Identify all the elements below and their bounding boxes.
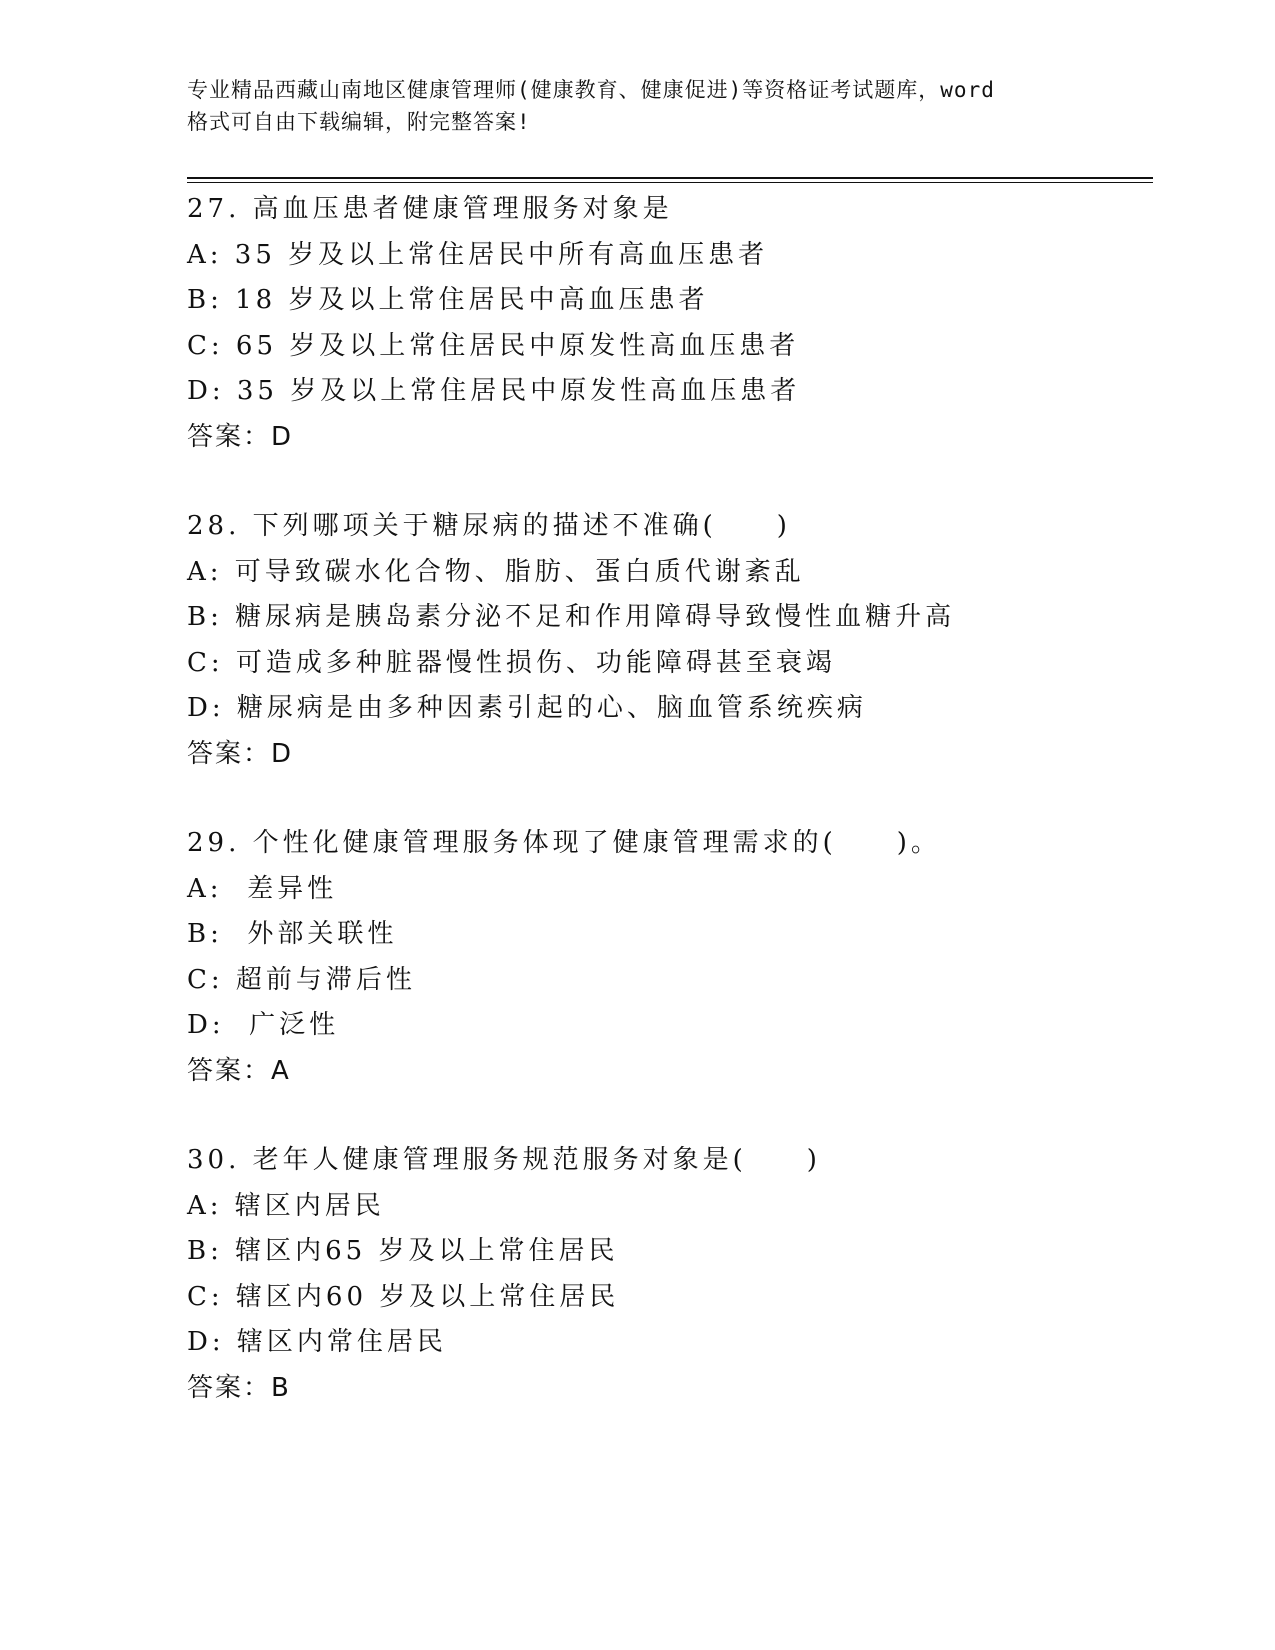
option-c: C: 65 岁及以上常住居民中原发性高血压患者 [187, 330, 800, 361]
answer: 答案：D [187, 421, 294, 452]
option-c: C: 可造成多种脏器慢性损伤、功能障碍甚至衰竭 [187, 647, 836, 678]
option-a: A: 辖区内居民 [187, 1190, 385, 1221]
option-a: A: 差异性 [187, 873, 338, 904]
question-stem: 28. 下列哪项关于糖尿病的描述不准确( ) [187, 511, 791, 541]
question-27 [187, 187, 1153, 460]
question-list [187, 187, 1153, 1455]
option-c: C: 超前与滞后性 [187, 964, 416, 995]
question-30 [187, 1138, 1153, 1411]
option-a: A: 35 岁及以上常住居民中所有高血压患者 [187, 239, 769, 270]
option-b: B: 糖尿病是胰岛素分泌不足和作用障碍导致慢性血糖升高 [187, 602, 956, 632]
question-stem: 30. 老年人健康管理服务规范服务对象是( ) [187, 1145, 821, 1175]
option-b: B: 辖区内65 岁及以上常住居民 [187, 1236, 619, 1266]
option-b: B: 18 岁及以上常住居民中高血压患者 [187, 285, 709, 315]
option-d: D: 广泛性 [187, 1010, 340, 1040]
question-stem: 29. 个性化健康管理服务体现了健康管理需求的( )。 [187, 828, 941, 858]
option-b: B: 外部关联性 [187, 919, 398, 949]
document-header [187, 74, 1087, 138]
option-d: D: 糖尿病是由多种因素引起的心、脑血管系统疾病 [187, 693, 867, 723]
header-divider-thick [187, 177, 1153, 179]
option-c: C: 辖区内60 岁及以上常住居民 [187, 1281, 620, 1312]
question-29 [187, 821, 1153, 1094]
question-28 [187, 504, 1153, 777]
question-stem: 27. 高血压患者健康管理服务对象是 [187, 194, 673, 224]
answer: 答案：A [187, 1055, 291, 1086]
option-d: D: 35 岁及以上常住居民中原发性高血压患者 [187, 376, 801, 406]
option-a: A: 可导致碳水化合物、脂肪、蛋白质代谢紊乱 [187, 556, 805, 587]
header-line-1: 专业精品西藏山南地区健康管理师(健康教育、健康促进)等资格证考试题库，word [187, 78, 995, 102]
answer: 答案：D [187, 738, 294, 769]
header-line-2: 格式可自由下载编辑，附完整答案! [187, 110, 531, 134]
answer: 答案：B [187, 1372, 291, 1403]
header-divider-thin [187, 182, 1153, 183]
option-d: D: 辖区内常住居民 [187, 1327, 447, 1357]
